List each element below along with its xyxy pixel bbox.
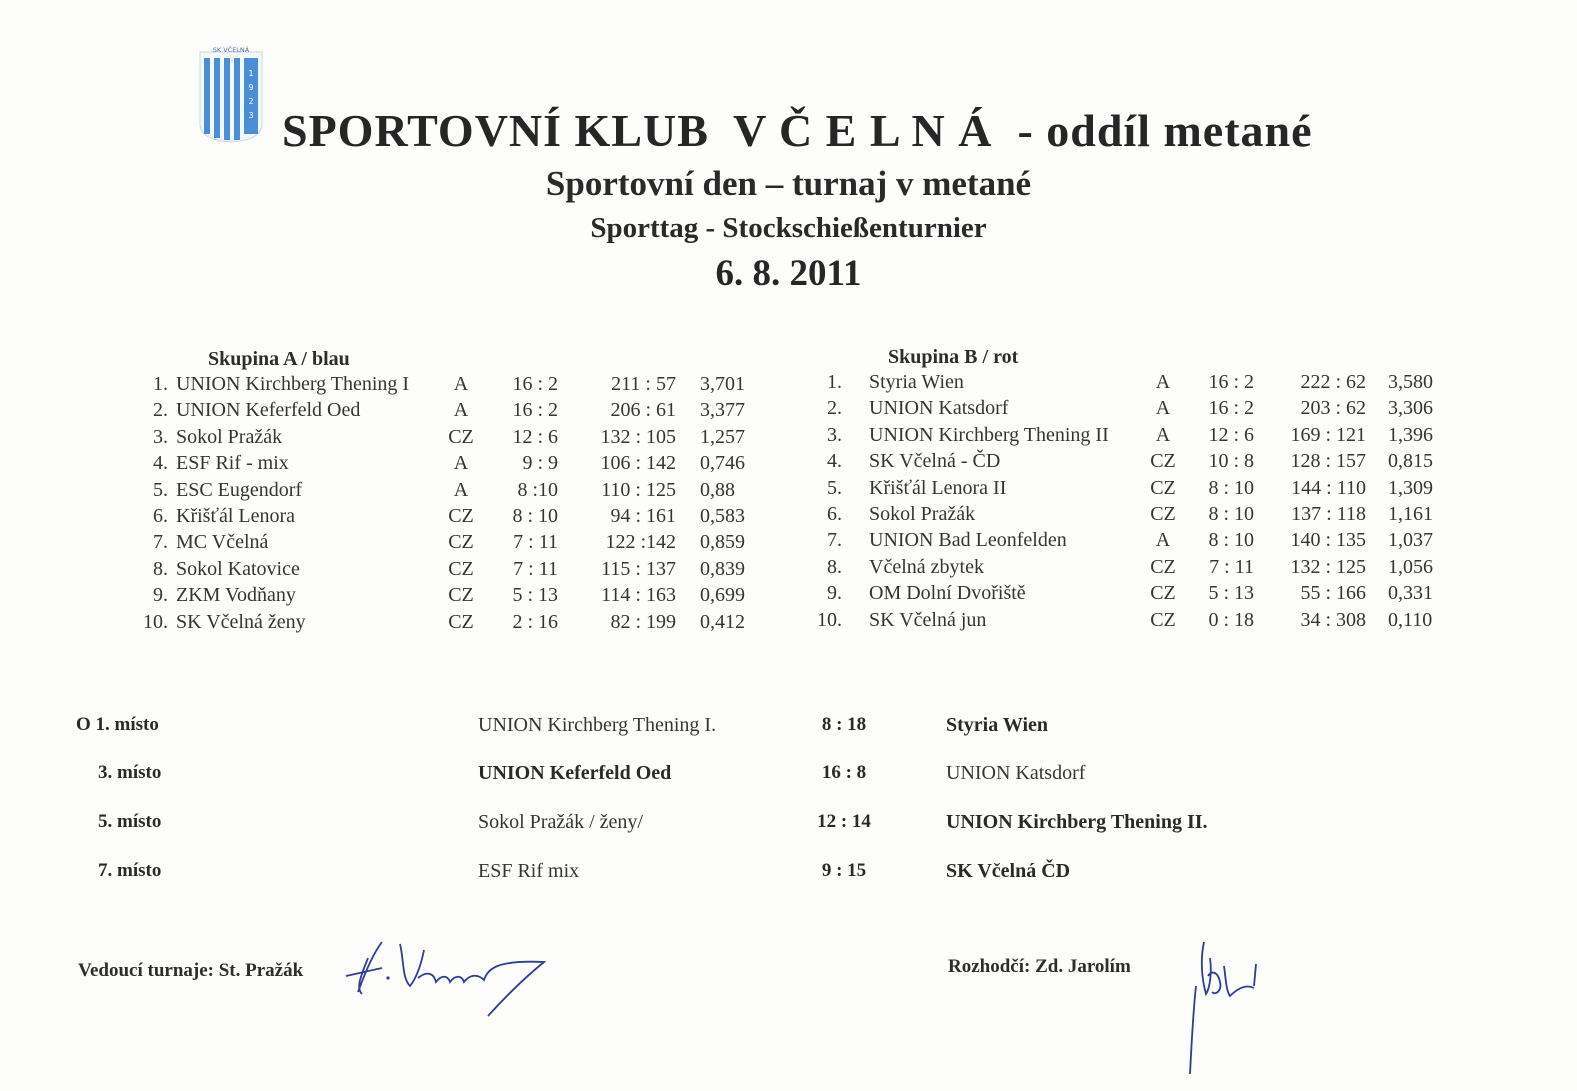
cell-country: CZ bbox=[1150, 582, 1176, 605]
table-row bbox=[0, 477, 1577, 503]
placement-label: 3. místo bbox=[98, 762, 162, 783]
cell-points: 7 : 11 bbox=[513, 557, 558, 580]
cell-ratio: 1,309 bbox=[1388, 476, 1433, 499]
cell-ratio: 3,377 bbox=[700, 399, 745, 422]
cell-points: 7 : 11 bbox=[513, 531, 558, 554]
cell-ratio: 3,580 bbox=[1388, 371, 1433, 393]
svg-text:3: 3 bbox=[248, 111, 254, 120]
cell-country: CZ bbox=[1150, 555, 1176, 578]
cell-rank: 3. bbox=[827, 423, 842, 446]
group-b-title: Skupina B / rot bbox=[888, 346, 1019, 368]
cell-points: 9 : 9 bbox=[522, 452, 558, 475]
cell-country: CZ bbox=[1150, 608, 1176, 631]
cell-points: 16 : 2 bbox=[512, 399, 558, 422]
svg-text:2: 2 bbox=[248, 97, 254, 106]
cell-score: 211 : 57 bbox=[611, 373, 676, 395]
cell-country: CZ bbox=[448, 425, 474, 448]
cell-rank: 6. bbox=[827, 503, 842, 525]
cell-points: 7 : 11 bbox=[1209, 555, 1254, 578]
table-row bbox=[0, 424, 1577, 450]
cell-team: ZKM Vodňany bbox=[176, 584, 296, 607]
match-score: 16 : 8 bbox=[821, 762, 867, 783]
cell-points: 12 : 6 bbox=[1208, 423, 1254, 446]
tournament-leader: Vedoucí turnaje: St. Pražák bbox=[78, 960, 304, 981]
cell-ratio: 1,161 bbox=[1388, 503, 1433, 525]
cell-country: A bbox=[1155, 397, 1171, 420]
cell-score: 82 : 199 bbox=[610, 610, 676, 633]
table-row bbox=[0, 503, 1577, 529]
table-row bbox=[0, 371, 1577, 397]
cell-score: 94 : 161 bbox=[610, 505, 676, 527]
placement-label: O 1. místo bbox=[76, 714, 159, 735]
cell-team: UNION Katsdorf bbox=[869, 397, 1009, 420]
cell-points: 10 : 8 bbox=[1208, 450, 1254, 473]
cell-country: CZ bbox=[1150, 450, 1176, 473]
placement-row bbox=[0, 860, 1577, 888]
cell-ratio: 0,746 bbox=[700, 452, 745, 475]
cell-team: UNION Kirchberg Thening I bbox=[176, 373, 410, 395]
cell-rank: 5. bbox=[827, 476, 842, 499]
cell-score: 110 : 125 bbox=[601, 478, 676, 501]
cell-team: UNION Bad Leonfelden bbox=[869, 529, 1067, 552]
cell-score: 144 : 110 bbox=[1291, 476, 1366, 499]
cell-score: 222 : 62 bbox=[1300, 371, 1366, 393]
cell-rank: 1. bbox=[827, 371, 842, 393]
cell-rank: 6. bbox=[153, 505, 168, 527]
placement-label: 5. místo bbox=[98, 811, 162, 832]
cell-score: 115 : 137 bbox=[601, 557, 676, 580]
cell-team: SK Včelná jun bbox=[869, 608, 987, 631]
referee: Rozhodčí: Zd. Jarolím bbox=[948, 956, 1131, 977]
cell-rank: 7. bbox=[827, 529, 842, 552]
cell-ratio: 0,412 bbox=[700, 610, 745, 633]
placement-label: 7. místo bbox=[98, 860, 162, 881]
cell-team: SK Včelná - ČD bbox=[869, 450, 1001, 473]
svg-text:SK VČELNÁ: SK VČELNÁ bbox=[212, 46, 250, 54]
svg-text:9: 9 bbox=[248, 83, 254, 92]
team-a: ESF Rif mix bbox=[478, 860, 580, 882]
cell-team: Křišťál Lenora II bbox=[869, 476, 1007, 499]
cell-rank: 9. bbox=[153, 584, 168, 607]
cell-team: Sokol Katovice bbox=[176, 557, 300, 580]
cell-score: 169 : 121 bbox=[1290, 423, 1366, 446]
club-logo bbox=[196, 44, 266, 144]
cell-team: MC Včelná bbox=[176, 531, 269, 554]
cell-team: ESF Rif - mix bbox=[176, 452, 289, 475]
cell-country: CZ bbox=[448, 557, 474, 580]
event-date: 6. 8. 2011 bbox=[715, 253, 862, 294]
cell-team: ESC Eugendorf bbox=[176, 478, 303, 501]
cell-team: Sokol Pražák bbox=[869, 503, 976, 525]
cell-country: CZ bbox=[448, 584, 474, 607]
cell-ratio: 1,257 bbox=[700, 425, 745, 448]
cell-score: 128 : 157 bbox=[1290, 450, 1366, 473]
cell-score: 132 : 125 bbox=[1290, 555, 1366, 578]
cell-team: Styria Wien bbox=[869, 371, 964, 393]
leader-signature bbox=[338, 930, 558, 1030]
cell-rank: 7. bbox=[153, 531, 168, 554]
event-subtitle: Sportovní den – turnaj v metané bbox=[545, 164, 1032, 203]
cell-rank: 5. bbox=[153, 478, 168, 501]
cell-country: A bbox=[1155, 371, 1171, 393]
team-b: Styria Wien bbox=[946, 714, 1049, 736]
cell-team: Včelná zbytek bbox=[869, 555, 984, 578]
cell-ratio: 0,110 bbox=[1388, 608, 1433, 631]
cell-points: 8 : 10 bbox=[1208, 529, 1254, 552]
cell-team: Sokol Pražák bbox=[176, 425, 283, 448]
cell-points: 8 : 10 bbox=[512, 505, 558, 527]
cell-points: 0 : 18 bbox=[1208, 608, 1254, 631]
cell-points: 5 : 13 bbox=[512, 584, 558, 607]
placement-row bbox=[0, 714, 1577, 742]
cell-rank: 9. bbox=[827, 582, 842, 605]
cell-points: 8 : 10 bbox=[1208, 503, 1254, 525]
cell-points: 16 : 2 bbox=[512, 373, 558, 395]
cell-points: 8 :10 bbox=[517, 478, 558, 501]
cell-rank: 2. bbox=[153, 399, 168, 422]
cell-points: 5 : 13 bbox=[1208, 582, 1254, 605]
cell-ratio: 1,396 bbox=[1388, 423, 1433, 446]
cell-ratio: 3,701 bbox=[700, 373, 745, 395]
table-row bbox=[0, 582, 1577, 608]
cell-score: 55 : 166 bbox=[1300, 582, 1366, 605]
cell-country: CZ bbox=[1150, 476, 1176, 499]
cell-team: UNION Kirchberg Thening II bbox=[869, 423, 1109, 446]
cell-score: 132 : 105 bbox=[600, 425, 676, 448]
cell-ratio: 0,859 bbox=[700, 531, 745, 554]
cell-points: 8 : 10 bbox=[1208, 476, 1254, 499]
table-row bbox=[0, 609, 1577, 635]
placement-row bbox=[0, 811, 1577, 839]
cell-country: A bbox=[453, 399, 469, 422]
cell-rank: 10. bbox=[143, 610, 168, 633]
match-score: 8 : 18 bbox=[821, 714, 867, 735]
cell-ratio: 0,88 bbox=[700, 478, 735, 501]
event-subtitle-german: Sporttag - Stockschießenturnier bbox=[590, 212, 987, 244]
cell-rank: 4. bbox=[153, 452, 168, 475]
table-row bbox=[0, 529, 1577, 555]
cell-team: UNION Keferfeld Oed bbox=[176, 399, 361, 422]
cell-points: 16 : 2 bbox=[1208, 371, 1254, 393]
cell-score: 206 : 61 bbox=[610, 399, 676, 422]
cell-points: 2 : 16 bbox=[512, 610, 558, 633]
cell-rank: 2. bbox=[827, 397, 842, 420]
cell-ratio: 0,699 bbox=[700, 584, 745, 607]
cell-ratio: 0,331 bbox=[1388, 582, 1433, 605]
cell-ratio: 0,815 bbox=[1388, 450, 1433, 473]
group-a-title: Skupina A / blau bbox=[208, 348, 350, 370]
cell-ratio: 0,583 bbox=[700, 505, 745, 527]
cell-ratio: 1,056 bbox=[1388, 555, 1433, 578]
cell-country: A bbox=[453, 373, 469, 395]
cell-ratio: 0,839 bbox=[700, 557, 745, 580]
match-score: 12 : 14 bbox=[817, 811, 871, 832]
cell-rank: 10. bbox=[817, 608, 842, 631]
cell-score: 203 : 62 bbox=[1300, 397, 1366, 420]
cell-rank: 8. bbox=[827, 555, 842, 578]
cell-ratio: 1,037 bbox=[1388, 529, 1433, 552]
table-row bbox=[0, 450, 1577, 476]
table-row bbox=[0, 397, 1577, 423]
cell-team: Křišťál Lenora bbox=[176, 505, 296, 527]
team-a: Sokol Pražák / ženy/ bbox=[478, 811, 643, 833]
cell-rank: 8. bbox=[153, 557, 168, 580]
club-title: SPORTOVNÍ KLUB V Č E L N Á - oddíl metané bbox=[282, 105, 1313, 156]
team-b: UNION Katsdorf bbox=[946, 762, 1086, 784]
team-b: UNION Kirchberg Thening II. bbox=[946, 811, 1208, 833]
cell-points: 12 : 6 bbox=[512, 425, 558, 448]
cell-country: A bbox=[1155, 423, 1171, 446]
cell-ratio: 3,306 bbox=[1388, 397, 1433, 420]
cell-country: A bbox=[453, 452, 469, 475]
cell-score: 122 :142 bbox=[605, 531, 676, 554]
cell-score: 137 : 118 bbox=[1291, 503, 1366, 525]
cell-score: 114 : 163 bbox=[601, 584, 676, 607]
cell-score: 34 : 308 bbox=[1300, 608, 1366, 631]
cell-points: 16 : 2 bbox=[1208, 397, 1254, 420]
cell-rank: 4. bbox=[827, 450, 842, 473]
placement-row bbox=[0, 762, 1577, 790]
cell-country: CZ bbox=[448, 505, 474, 527]
cell-score: 140 : 135 bbox=[1290, 529, 1366, 552]
cell-country: A bbox=[453, 478, 469, 501]
team-a: UNION Kirchberg Thening I. bbox=[478, 714, 717, 736]
cell-team: OM Dolní Dvořiště bbox=[869, 582, 1026, 605]
cell-team: SK Včelná ženy bbox=[176, 610, 306, 633]
cell-country: A bbox=[1155, 529, 1171, 552]
cell-country: CZ bbox=[448, 610, 474, 633]
team-a: UNION Keferfeld Oed bbox=[478, 762, 672, 784]
cell-country: CZ bbox=[448, 531, 474, 554]
cell-score: 106 : 142 bbox=[600, 452, 676, 475]
team-b: SK Včelná ČD bbox=[946, 860, 1071, 882]
svg-text:1: 1 bbox=[248, 69, 254, 78]
referee-signature bbox=[1180, 936, 1270, 1084]
table-row bbox=[0, 556, 1577, 582]
match-score: 9 : 15 bbox=[821, 860, 867, 881]
cell-rank: 1. bbox=[153, 373, 168, 395]
cell-country: CZ bbox=[1150, 503, 1176, 525]
cell-rank: 3. bbox=[153, 425, 168, 448]
